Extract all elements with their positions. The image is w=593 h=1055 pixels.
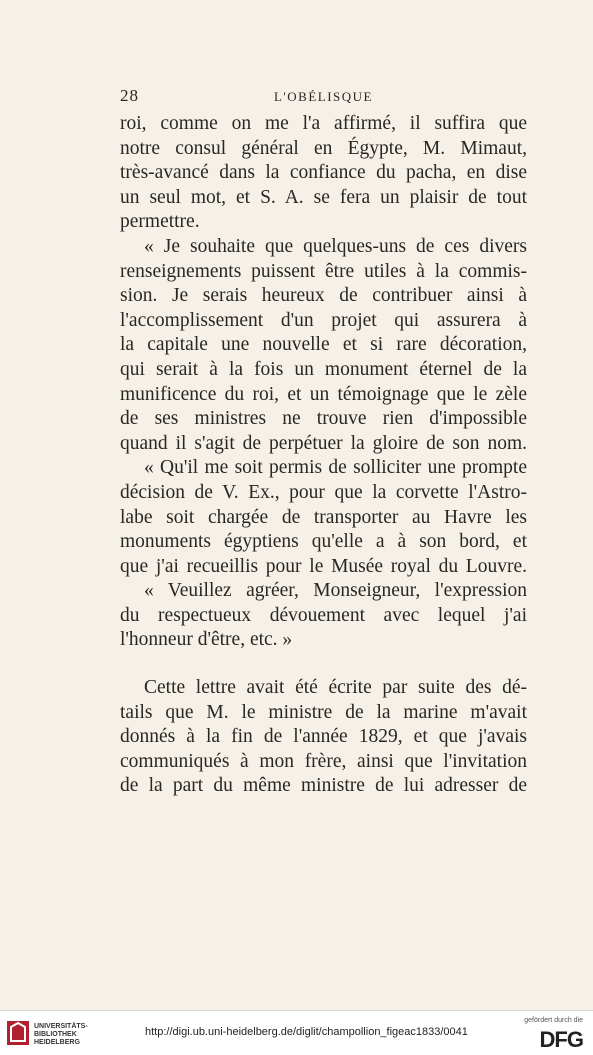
- text-line: du respectueux dévouement avec lequel j'ai: [120, 604, 527, 626]
- paragraph-3: [120, 456, 527, 579]
- library-name-line: BIBLIOTHEK: [34, 1031, 77, 1038]
- text-line: de la part du même ministre de lui adresser de: [120, 775, 527, 797]
- text-line: tails que M. le ministre de la marine m'avait: [120, 701, 527, 723]
- body-text: [120, 112, 527, 799]
- text-line: qui serait à la fois un monument éternel de la: [120, 358, 527, 380]
- text-line: renseignements puissent être utiles à la commis-: [120, 260, 527, 282]
- text-line: décision de V. Ex., pour que la corvette l'Astro-: [120, 481, 527, 503]
- running-title: L'OBÉLISQUE: [273, 89, 373, 104]
- text-line: donnés à la fin de l'année 1829, et que j'avais: [120, 726, 527, 748]
- page-number: 28: [120, 86, 139, 105]
- text-line: l'honneur d'être, etc. »: [120, 629, 293, 651]
- text-line: un seul mot, et S. A. se fera un plaisir de tout: [120, 186, 527, 208]
- text-line: permettre.: [120, 211, 200, 233]
- library-name-line: HEIDELBERG: [34, 1039, 80, 1046]
- text-line: que j'ai recueillis pour le Musée royal du Louvre.: [120, 555, 527, 577]
- text-line: « Je souhaite que quelques-uns de ces divers: [144, 235, 527, 257]
- paragraph-1: [120, 112, 527, 235]
- footer-bar: [0, 1010, 593, 1055]
- text-line: roi, comme on me l'a affirmé, il suffira que: [120, 113, 527, 134]
- dfg-logo: DFG: [539, 1027, 583, 1052]
- text-line: communiqués à mon frère, ainsi que l'invitation: [120, 750, 527, 772]
- text-line: Cette lettre avait été écrite par suite des dé-: [144, 677, 527, 699]
- text-line: monuments égyptiens qu'elle a à son bord, et: [120, 531, 527, 553]
- permalink-url[interactable]: http://digi.ub.uni-heidelberg.de/diglit/champollion_figeac1833/0041: [145, 1026, 468, 1038]
- text-line: très-avancé dans la confiance du pacha, en dise: [120, 162, 527, 184]
- text-line: l'accomplissement d'un projet qui assurera à: [120, 309, 527, 331]
- text-line: notre consul général en Égypte, M. Mimaut,: [120, 137, 527, 159]
- paragraph-4: [120, 579, 527, 653]
- library-logo-text: [34, 1023, 88, 1047]
- paragraph-2: [120, 235, 527, 456]
- text-line: « Veuillez agréer, Monseigneur, l'expression: [144, 580, 527, 602]
- text-line: la capitale une nouvelle et si rare décoration,: [120, 334, 527, 356]
- funded-by-label: gefördert durch die: [524, 1017, 583, 1024]
- university-library-logo-icon: [6, 1019, 30, 1047]
- text-line: labe soit chargée de transporter au Havre les: [120, 506, 527, 528]
- text-line: quand il s'agit de perpétuer la gloire de son nom.: [120, 432, 527, 454]
- paragraph-gap: [120, 653, 527, 676]
- text-line: « Qu'il me soit permis de solliciter une prompte: [144, 457, 527, 479]
- text-line: munificence du roi, et un témoignage que le zèle: [120, 383, 527, 405]
- library-name-line: UNIVERSITÄTS-: [34, 1023, 88, 1030]
- text-line: de ses ministres ne trouve rien d'impossible: [120, 408, 527, 430]
- running-head: [120, 86, 527, 108]
- text-line: sion. Je serais heureux de contribuer ainsi à: [120, 285, 527, 307]
- paragraph-5: [120, 676, 527, 799]
